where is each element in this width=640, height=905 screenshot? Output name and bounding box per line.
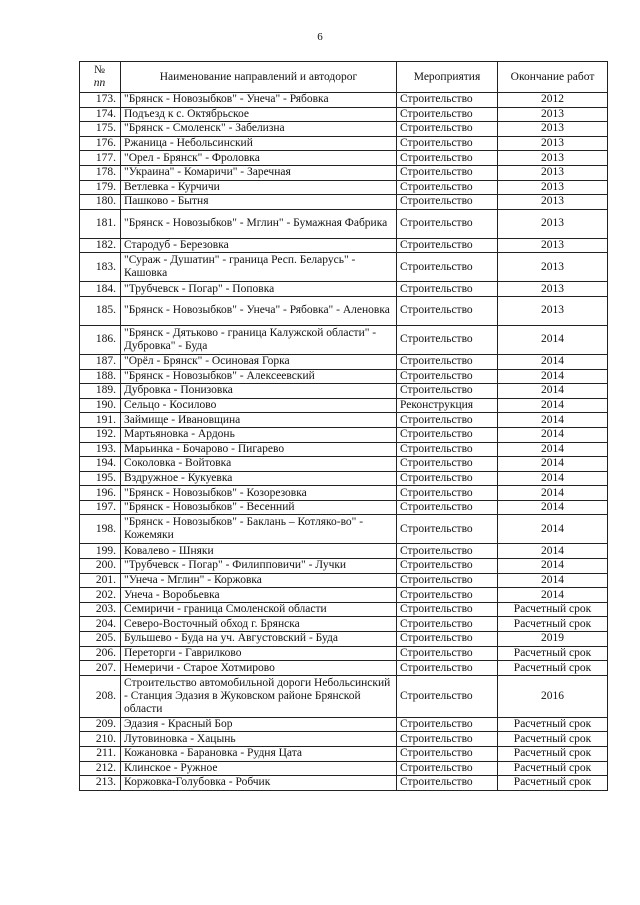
- completion-date: 2014: [498, 515, 608, 544]
- work-type: Строительство: [397, 427, 498, 442]
- row-number: 187.: [80, 354, 121, 369]
- completion-date: 2014: [498, 442, 608, 457]
- work-type: Строительство: [397, 180, 498, 195]
- table-row: [80, 253, 608, 282]
- work-type: Строительство: [397, 384, 498, 399]
- row-number: 213.: [80, 776, 121, 791]
- completion-date: 2014: [498, 500, 608, 515]
- table-row: [80, 457, 608, 472]
- table-row: [80, 588, 608, 603]
- completion-date: 2014: [498, 588, 608, 603]
- work-type: Строительство: [397, 515, 498, 544]
- work-type: Строительство: [397, 413, 498, 428]
- work-type: Строительство: [397, 732, 498, 747]
- work-type: Строительство: [397, 559, 498, 574]
- road-name: "Орёл - Брянск" - Осиновая Горка: [121, 354, 397, 369]
- work-type: Строительство: [397, 136, 498, 151]
- work-type: Строительство: [397, 500, 498, 515]
- completion-date: 2013: [498, 151, 608, 166]
- table-row: [80, 151, 608, 166]
- road-name: "Унеча - Мглин" - Коржовка: [121, 573, 397, 588]
- completion-date: 2013: [498, 180, 608, 195]
- work-type: Строительство: [397, 195, 498, 210]
- table-row: [80, 747, 608, 762]
- row-number: 178.: [80, 165, 121, 180]
- table-row: [80, 282, 608, 297]
- header-name: Наименование направлений и автодорог: [121, 62, 397, 93]
- road-name: Семиричи - граница Смоленской области: [121, 602, 397, 617]
- table-row: [80, 717, 608, 732]
- work-type: Строительство: [397, 646, 498, 661]
- table-row: [80, 107, 608, 122]
- table-row: [80, 500, 608, 515]
- road-name: Пашково - Бытня: [121, 195, 397, 210]
- row-number: 183.: [80, 253, 121, 282]
- road-name: "Орел - Брянск" - Фроловка: [121, 151, 397, 166]
- row-number: 206.: [80, 646, 121, 661]
- road-name: Сельцо - Косилово: [121, 398, 397, 413]
- row-number: 208.: [80, 675, 121, 717]
- road-name: Вздружное - Кукуевка: [121, 471, 397, 486]
- work-type: Строительство: [397, 632, 498, 647]
- header-number-abbrev: пп: [93, 77, 106, 89]
- row-number: 185.: [80, 296, 121, 325]
- table-row: [80, 122, 608, 137]
- road-name: Коржовка-Голубовка - Робчик: [121, 776, 397, 791]
- completion-date: 2014: [498, 559, 608, 574]
- work-type: Строительство: [397, 296, 498, 325]
- row-number: 176.: [80, 136, 121, 151]
- road-name: "Трубчевск - Погар" - Филипповичи" - Лучки: [121, 559, 397, 574]
- road-name: "Трубчевск - Погар" - Поповка: [121, 282, 397, 297]
- work-type: Строительство: [397, 238, 498, 253]
- row-number: 210.: [80, 732, 121, 747]
- row-number: 184.: [80, 282, 121, 297]
- table-row: [80, 442, 608, 457]
- table-row: [80, 732, 608, 747]
- road-name: Ковалево - Шняки: [121, 544, 397, 559]
- row-number: 204.: [80, 617, 121, 632]
- row-number: 175.: [80, 122, 121, 137]
- header-number: [80, 62, 121, 93]
- work-type: Строительство: [397, 761, 498, 776]
- completion-date: 2014: [498, 398, 608, 413]
- road-name: Кожановка - Барановка - Рудня Цата: [121, 747, 397, 762]
- row-number: 207.: [80, 661, 121, 676]
- work-type: Строительство: [397, 369, 498, 384]
- table-row: [80, 209, 608, 238]
- table-row: [80, 165, 608, 180]
- row-number: 174.: [80, 107, 121, 122]
- road-name: "Брянск - Дятьково - граница Калужской области" - Дубровка" - Буда: [121, 325, 397, 354]
- table-row: [80, 675, 608, 717]
- road-name: "Брянск - Новозыбков" - Баклань – Котляко-во" - Кожемяки: [121, 515, 397, 544]
- work-type: Строительство: [397, 325, 498, 354]
- row-number: 190.: [80, 398, 121, 413]
- row-number: 180.: [80, 195, 121, 210]
- table-row: [80, 180, 608, 195]
- road-name: Клинское - Ружное: [121, 761, 397, 776]
- completion-date: 2012: [498, 93, 608, 108]
- completion-date: 2014: [498, 369, 608, 384]
- row-number: 201.: [80, 573, 121, 588]
- completion-date: Расчетный срок: [498, 617, 608, 632]
- table-row: [80, 238, 608, 253]
- completion-date: Расчетный срок: [498, 646, 608, 661]
- table-row: [80, 544, 608, 559]
- completion-date: 2013: [498, 296, 608, 325]
- work-type: Строительство: [397, 122, 498, 137]
- completion-date: 2014: [498, 354, 608, 369]
- row-number: 192.: [80, 427, 121, 442]
- completion-date: 2014: [498, 427, 608, 442]
- road-name: Марьинка - Бочарово - Пигарево: [121, 442, 397, 457]
- row-number: 200.: [80, 559, 121, 574]
- completion-date: 2013: [498, 209, 608, 238]
- work-type: Строительство: [397, 442, 498, 457]
- completion-date: Расчетный срок: [498, 747, 608, 762]
- completion-date: Расчетный срок: [498, 776, 608, 791]
- work-type: Строительство: [397, 151, 498, 166]
- table-row: [80, 471, 608, 486]
- work-type: Строительство: [397, 617, 498, 632]
- completion-date: 2013: [498, 107, 608, 122]
- road-name: Соколовка - Войтовка: [121, 457, 397, 472]
- table-row: [80, 354, 608, 369]
- work-type: Строительство: [397, 544, 498, 559]
- road-name: Ржаница - Небольсинский: [121, 136, 397, 151]
- road-name: "Брянск - Новозыбков" - Козорезовка: [121, 486, 397, 501]
- row-number: 199.: [80, 544, 121, 559]
- row-number: 181.: [80, 209, 121, 238]
- work-type: Строительство: [397, 471, 498, 486]
- table-row: [80, 413, 608, 428]
- row-number: 211.: [80, 747, 121, 762]
- completion-date: 2014: [498, 457, 608, 472]
- work-type: Строительство: [397, 165, 498, 180]
- work-type: Строительство: [397, 675, 498, 717]
- table-row: [80, 427, 608, 442]
- completion-date: 2013: [498, 282, 608, 297]
- table-row: [80, 661, 608, 676]
- row-number: 193.: [80, 442, 121, 457]
- row-number: 196.: [80, 486, 121, 501]
- table-row: [80, 632, 608, 647]
- road-name: Стародуб - Березовка: [121, 238, 397, 253]
- header-number-symbol: №: [94, 64, 105, 76]
- road-name: Северо-Восточный обход г. Брянска: [121, 617, 397, 632]
- row-number: 198.: [80, 515, 121, 544]
- road-name: "Сураж - Душатин" - граница Респ. Беларусь" - Кашовка: [121, 253, 397, 282]
- table-row: [80, 384, 608, 399]
- road-name: Займище - Ивановщина: [121, 413, 397, 428]
- work-type: Строительство: [397, 573, 498, 588]
- table-row: [80, 398, 608, 413]
- work-type: Строительство: [397, 282, 498, 297]
- completion-date: 2019: [498, 632, 608, 647]
- completion-date: Расчетный срок: [498, 717, 608, 732]
- row-number: 177.: [80, 151, 121, 166]
- table-row: [80, 195, 608, 210]
- completion-date: Расчетный срок: [498, 732, 608, 747]
- table-row: [80, 515, 608, 544]
- table-row: [80, 761, 608, 776]
- table-row: [80, 573, 608, 588]
- table-row: [80, 617, 608, 632]
- road-name: Эдазия - Красный Бор: [121, 717, 397, 732]
- row-number: 202.: [80, 588, 121, 603]
- work-type: Строительство: [397, 457, 498, 472]
- completion-date: Расчетный срок: [498, 602, 608, 617]
- road-name: "Брянск - Новозыбков" - Унеча" - Рябовка" - Аленовка: [121, 296, 397, 325]
- work-type: Строительство: [397, 588, 498, 603]
- completion-date: 2014: [498, 413, 608, 428]
- work-type: Строительство: [397, 354, 498, 369]
- work-type: Строительство: [397, 209, 498, 238]
- row-number: 173.: [80, 93, 121, 108]
- table-row: [80, 559, 608, 574]
- completion-date: 2014: [498, 544, 608, 559]
- work-type: Строительство: [397, 107, 498, 122]
- row-number: 186.: [80, 325, 121, 354]
- row-number: 212.: [80, 761, 121, 776]
- completion-date: 2014: [498, 325, 608, 354]
- table-row: [80, 369, 608, 384]
- road-name: "Брянск - Новозыбков" - Унеча" - Рябовка: [121, 93, 397, 108]
- table-row: [80, 486, 608, 501]
- roads-table: [79, 61, 608, 791]
- road-name: Ветлевка - Курчичи: [121, 180, 397, 195]
- work-type: Строительство: [397, 661, 498, 676]
- work-type: Строительство: [397, 486, 498, 501]
- completion-date: 2013: [498, 195, 608, 210]
- work-type: Строительство: [397, 717, 498, 732]
- road-name: "Брянск - Новозыбков" - Мглин" - Бумажная Фабрика: [121, 209, 397, 238]
- completion-date: Расчетный срок: [498, 761, 608, 776]
- table-row: [80, 325, 608, 354]
- work-type: Строительство: [397, 93, 498, 108]
- completion-date: 2014: [498, 471, 608, 486]
- table-row: [80, 93, 608, 108]
- completion-date: 2013: [498, 238, 608, 253]
- header-work: Мероприятия: [397, 62, 498, 93]
- work-type: Строительство: [397, 776, 498, 791]
- row-number: 189.: [80, 384, 121, 399]
- completion-date: 2014: [498, 384, 608, 399]
- completion-date: 2013: [498, 253, 608, 282]
- row-number: 205.: [80, 632, 121, 647]
- table-row: [80, 646, 608, 661]
- header-end: Окончание работ: [498, 62, 608, 93]
- work-type: Реконструкция: [397, 398, 498, 413]
- road-name: "Брянск - Смоленск" - Забелизна: [121, 122, 397, 137]
- road-name: "Брянск - Новозыбков" - Весенний: [121, 500, 397, 515]
- row-number: 203.: [80, 602, 121, 617]
- road-name: Дубровка - Понизовка: [121, 384, 397, 399]
- road-name: Лутовиновка - Хацынь: [121, 732, 397, 747]
- row-number: 194.: [80, 457, 121, 472]
- table-header-row: [80, 62, 608, 93]
- road-name: Унеча - Воробьевка: [121, 588, 397, 603]
- road-name: Подъезд к с. Октябрьское: [121, 107, 397, 122]
- completion-date: 2014: [498, 573, 608, 588]
- row-number: 209.: [80, 717, 121, 732]
- row-number: 191.: [80, 413, 121, 428]
- row-number: 197.: [80, 500, 121, 515]
- completion-date: 2013: [498, 136, 608, 151]
- road-name: Строительство автомобильной дороги Небольсинский - Станция Эдазия в Жуковском районе Брянской области: [121, 675, 397, 717]
- completion-date: 2013: [498, 165, 608, 180]
- road-name: Мартьяновка - Ардонь: [121, 427, 397, 442]
- completion-date: 2013: [498, 122, 608, 137]
- road-name: Бульшево - Буда на уч. Августовский - Буда: [121, 632, 397, 647]
- row-number: 182.: [80, 238, 121, 253]
- table-row: [80, 776, 608, 791]
- road-name: "Украина" - Комаричи" - Заречная: [121, 165, 397, 180]
- work-type: Строительство: [397, 747, 498, 762]
- table-body: [80, 93, 608, 791]
- work-type: Строительство: [397, 602, 498, 617]
- row-number: 195.: [80, 471, 121, 486]
- page-number: 6: [317, 31, 323, 43]
- row-number: 179.: [80, 180, 121, 195]
- road-name: Немеричи - Старое Хотмирово: [121, 661, 397, 676]
- table-row: [80, 136, 608, 151]
- road-name: "Брянск - Новозыбков" - Алексеевский: [121, 369, 397, 384]
- road-name: Переторги - Гаврилково: [121, 646, 397, 661]
- table-row: [80, 602, 608, 617]
- work-type: Строительство: [397, 253, 498, 282]
- completion-date: 2016: [498, 675, 608, 717]
- completion-date: 2014: [498, 486, 608, 501]
- row-number: 188.: [80, 369, 121, 384]
- completion-date: Расчетный срок: [498, 661, 608, 676]
- table-row: [80, 296, 608, 325]
